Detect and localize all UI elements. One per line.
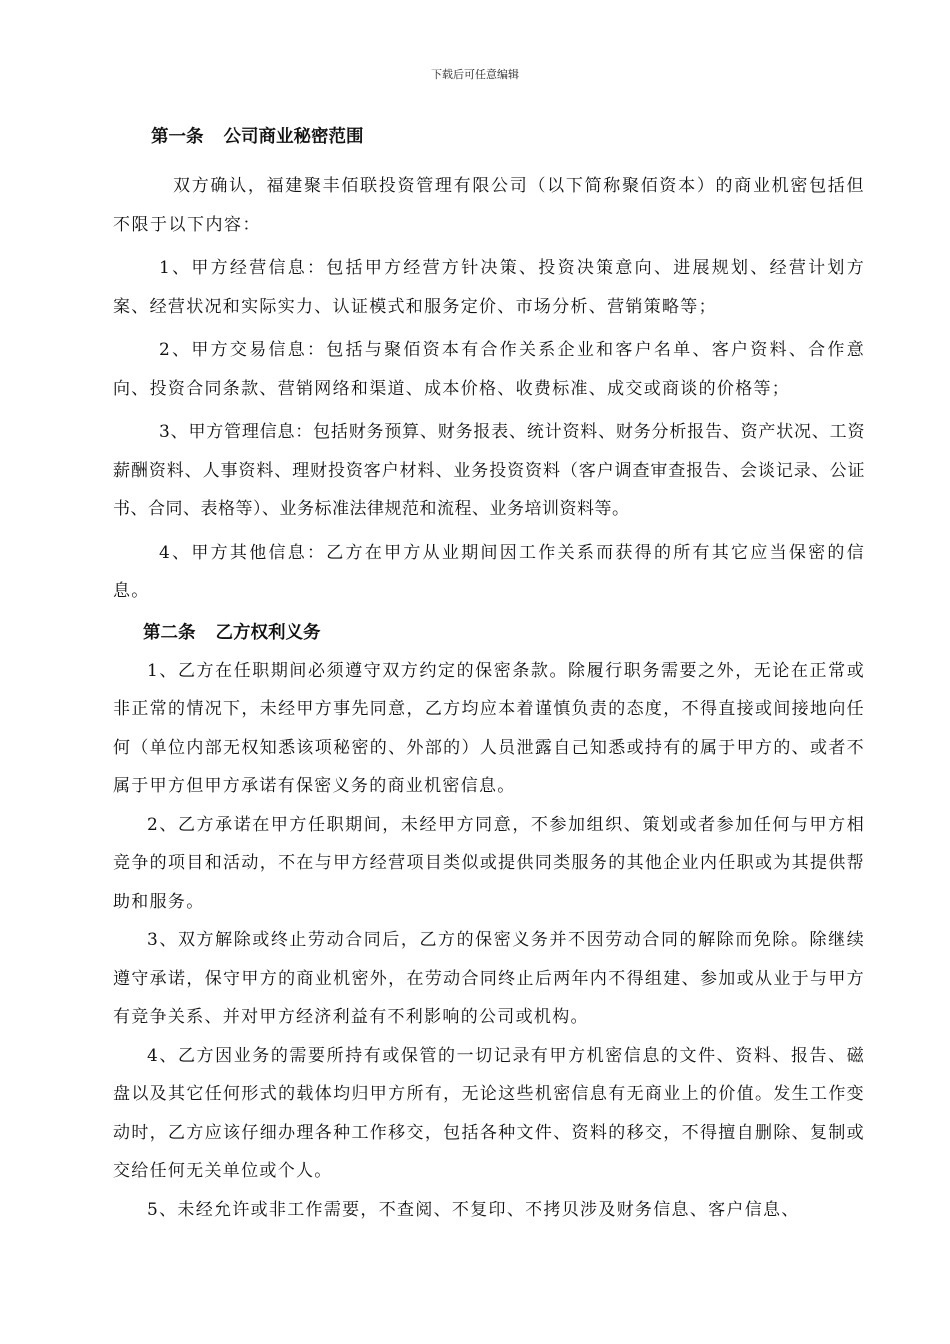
section-1-item-4: 4、甲方其他信息：乙方在甲方从业期间因工作关系而获得的所有其它应当保密的信息。 [113, 542, 865, 601]
section-2-item-1: 1、乙方在任职期间必须遵守双方约定的保密条款。除履行职务需要之外，无论在正常或非正常的情况下，未经甲方事先同意，乙方均应本着谨慎负责的态度，不得直接或间接地向任何（单位内部无权知悉该项秘密的、外部的）人员泄露自己知悉或持有的属于甲方的、或者不属于甲方但甲方承诺有保密义务的商业机密信息。 [113, 660, 865, 796]
section-2-item-5: 5、未经允许或非工作需要，不查阅、不复印、不拷贝涉及财务信息、客户信息、 [147, 1199, 800, 1220]
document-body [113, 124, 865, 1229]
section-1-item-2: 2、甲方交易信息：包括与聚佰资本有合作关系企业和客户名单、客户资料、合作意向、投资合同条款、营销网络和渠道、成本价格、收费标准、成交或商谈的价格等； [113, 340, 865, 399]
section-2-number: 第二条 [143, 622, 196, 643]
section-1-title: 公司商业秘密范围 [223, 127, 364, 147]
page-header-note: 下载后可任意编辑 [431, 68, 519, 81]
section-1-item-1: 1、甲方经营信息：包括甲方经营方针决策、投资决策意向、进展规划、经营计划方案、经营状况和实际实力、认证模式和服务定价、市场分析、营销策略等； [113, 258, 865, 317]
section-2-item-4: 4、乙方因业务的需要所持有或保管的一切记录有甲方机密信息的文件、资料、报告、磁盘以及其它任何形式的载体均归甲方所有，无论这些机密信息有无商业上的价值。发生工作变动时，乙方应该仔细办理各种工作移交，包括各种文件、资料的移交，不得擅自删除、复制或交给任何无关单位或个人。 [113, 1045, 865, 1181]
section-1-heading [151, 124, 865, 150]
section-1-intro: 双方确认，福建聚丰佰联投资管理有限公司（以下简称聚佰资本）的商业机密包括但不限于以下内容： [113, 176, 865, 235]
section-2-item-2: 2、乙方承诺在甲方任职期间，未经甲方同意，不参加组织、策划或者参加任何与甲方相竞争的项目和活动，不在与甲方经营项目类似或提供同类服务的其他企业内任职或为其提供帮助和服务。 [113, 814, 865, 912]
section-2-item-3: 3、双方解除或终止劳动合同后，乙方的保密义务并不因劳动合同的解除而免除。除继续遵守承诺，保守甲方的商业机密外，在劳动合同终止后两年内不得组建、参加或从业于与甲方有竞争关系、并对甲方经济利益有不利影响的公司或机构。 [113, 930, 865, 1027]
section-1-number: 第一条 [151, 127, 204, 147]
section-2-heading [143, 620, 865, 646]
section-2-title: 乙方权利义务 [215, 622, 321, 643]
section-1-item-3: 3、甲方管理信息：包括财务预算、财务报表、统计资料、财务分析报告、资产状况、工资薪酬资料、人事资料、理财投资客户材料、业务投资资料（客户调查审查报告、会谈记录、公证书、合同、表格等）、业务标准法律规范和流程、业务培训资料等。 [113, 422, 865, 519]
